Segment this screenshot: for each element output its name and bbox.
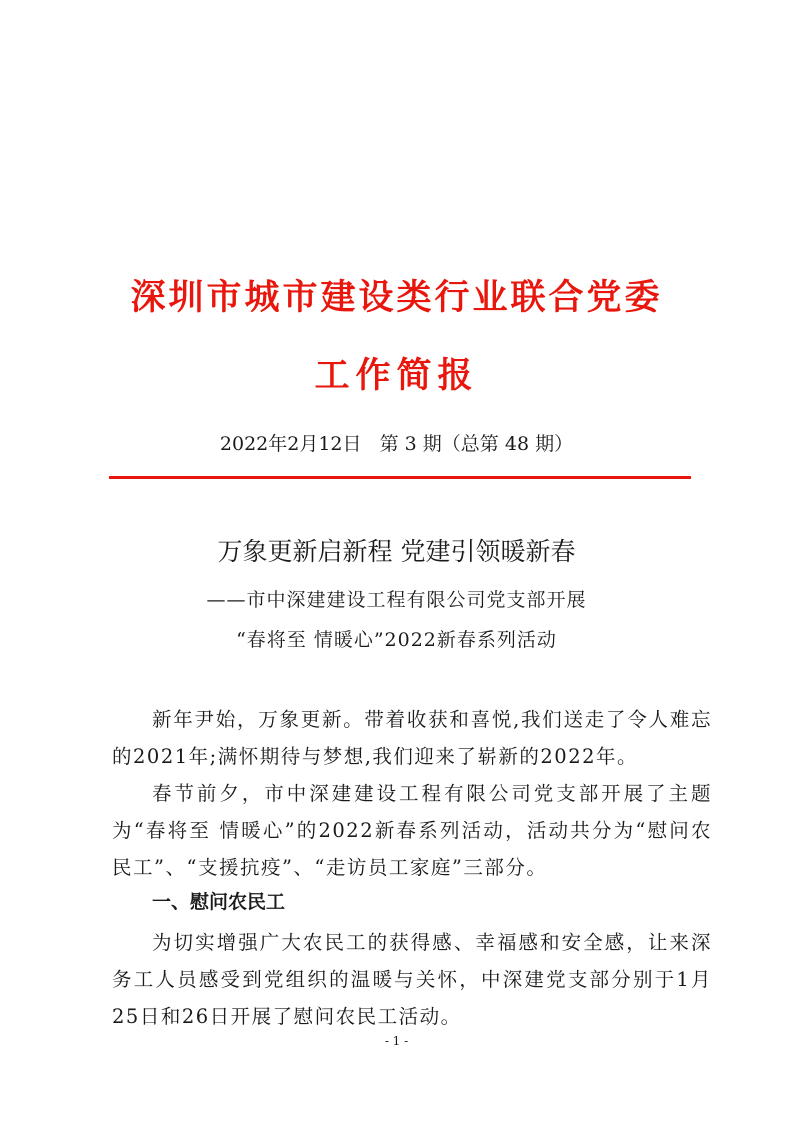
body-paragraph-1: 新年尹始，万象更新。带着收获和喜悦,我们送走了令人难忘的2021年;满怀期待与梦想,我们迎来了崭新的2022年。 — [112, 708, 712, 768]
bulletin-title: 工作简报 — [314, 356, 479, 396]
body-paragraph-3: 为切实增强广大农民工的获得感、幸福感和安全感，让来深务工人员感受到党组织的温暖与关怀，中深建党支部分别于1月25日和26日开展了慰问农民工活动。 — [112, 931, 712, 1028]
body-paragraph-2: 春节前夕，市中深建建设工程有限公司党支部开展了主题为“春将至 情暖心”的2022新春系列活动，活动共分为“慰问农民工”、“支援抗疫”、“走访员工家庭”三部分。 — [112, 782, 712, 879]
section-heading: 一、慰问农民工 — [152, 891, 286, 913]
page-number: - 1 - — [384, 1034, 409, 1048]
article-headline: 万象更新启新程 党建引领暖新春 — [217, 537, 576, 566]
article-subheadline-2: “春将至 情暖心”2022新春系列活动 — [236, 629, 557, 651]
organization-title: 深圳市城市建设类行业联合党委 — [130, 278, 663, 318]
red-divider — [109, 476, 691, 479]
article-subheadline-1: ——市中深建建设工程有限公司党支部开展 — [206, 589, 587, 611]
issue-date-line: 2022年2月12日 第 3 期（总第 48 期） — [219, 433, 574, 455]
